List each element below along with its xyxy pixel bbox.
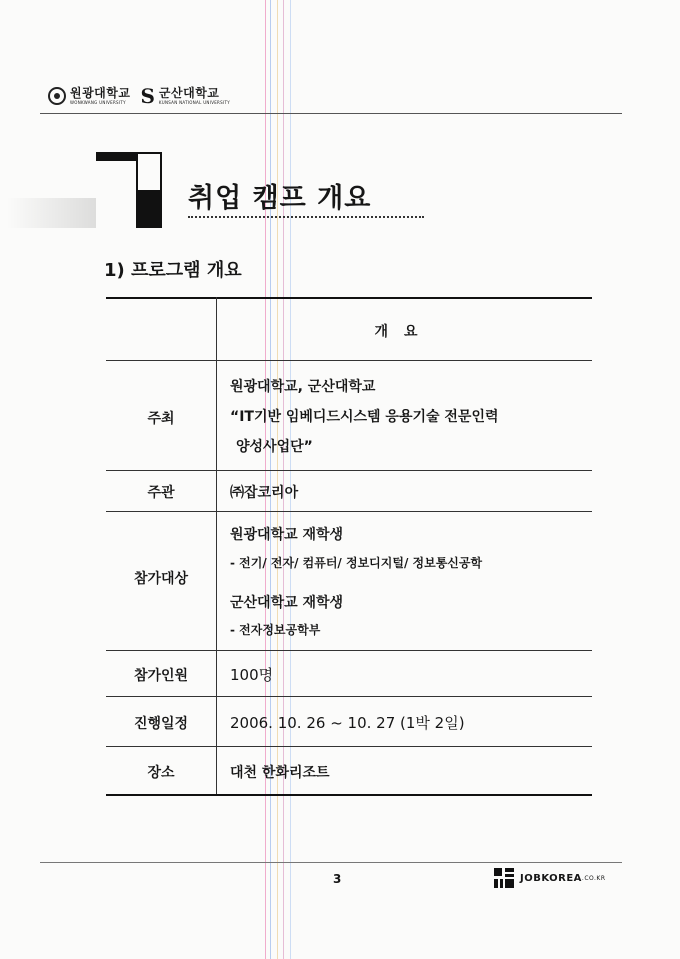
row-label-venue: 장소: [147, 765, 175, 781]
participants-line-4: - 전자정보공학부: [230, 623, 321, 637]
section-title: 1) 프로그램 개요: [104, 260, 242, 281]
wonkwang-name-en: WONKWANG UNIVERSITY: [70, 100, 126, 105]
schedule-value: 2006. 10. 26 ~ 10. 27 (1박 2일): [230, 714, 465, 732]
participants-line-1: 원광대학교 재학생: [230, 527, 344, 543]
chapter-title: 취업 캠프 개요: [188, 183, 372, 214]
wonkwang-seal-icon: [48, 87, 66, 105]
host-line-3: 양성사업단”: [236, 439, 313, 455]
table-top-border: [106, 297, 592, 299]
participants-line-3: 군산대학교 재학생: [230, 595, 344, 611]
scan-artifact-line: [265, 0, 266, 959]
scan-artifact-line: [283, 0, 284, 959]
row-label-participants: 참가대상: [133, 571, 189, 587]
table-row-divider: [106, 470, 592, 471]
venue-value: 대천 한화리조트: [230, 765, 330, 781]
organizer-value: ㈜잡코리아: [230, 485, 299, 501]
host-line-2: “IT기반 임베디드시스템 응용기술 전문인력: [230, 409, 499, 425]
jobkorea-grid-icon: [494, 868, 514, 888]
participants-line-2: - 전기/ 전자/ 컴퓨터/ 정보디지털/ 정보통신공학: [230, 556, 483, 570]
table-header: 개요: [374, 324, 434, 340]
jobkorea-logo: [494, 868, 606, 888]
table-column-divider: [216, 297, 217, 794]
chapter-mark-shadow: [6, 198, 96, 228]
table-row-divider: [106, 696, 592, 697]
scan-artifact-line: [277, 0, 278, 959]
chapter-mark-icon: [96, 152, 162, 228]
kunsan-logo: [140, 86, 229, 106]
table-row-divider: [106, 746, 592, 747]
row-label-organizer: 주관: [147, 485, 175, 501]
scan-artifact-line: [270, 0, 271, 959]
wonkwang-name: 원광대학교: [70, 86, 131, 100]
kunsan-name-en: KUNSAN NATIONAL UNIVERSITY: [158, 100, 230, 105]
table-row-divider: [106, 360, 592, 361]
jobkorea-logo-suffix: .CO.KR: [581, 874, 606, 882]
table-bottom-border: [106, 794, 592, 796]
header-divider: [40, 113, 622, 114]
chapter-title-underline: [188, 216, 424, 218]
row-label-host: 주최: [147, 411, 175, 427]
table-row-divider: [106, 650, 592, 651]
headcount-value: 100명: [230, 666, 274, 684]
table-row-divider: [106, 511, 592, 512]
scan-artifact-line: [290, 0, 291, 959]
host-line-1: 원광대학교, 군산대학교: [230, 379, 376, 395]
row-label-headcount: 참가인원: [133, 668, 189, 684]
wonkwang-logo: [48, 87, 130, 105]
kunsan-emblem-icon: S: [140, 84, 155, 108]
page-number: 3: [333, 872, 342, 886]
kunsan-name: 군산대학교: [158, 86, 220, 100]
footer-divider: [40, 862, 622, 863]
jobkorea-logo-text: JOBKOREA: [520, 872, 582, 884]
page-header: [48, 86, 240, 106]
row-label-schedule: 진행일정: [133, 716, 189, 732]
